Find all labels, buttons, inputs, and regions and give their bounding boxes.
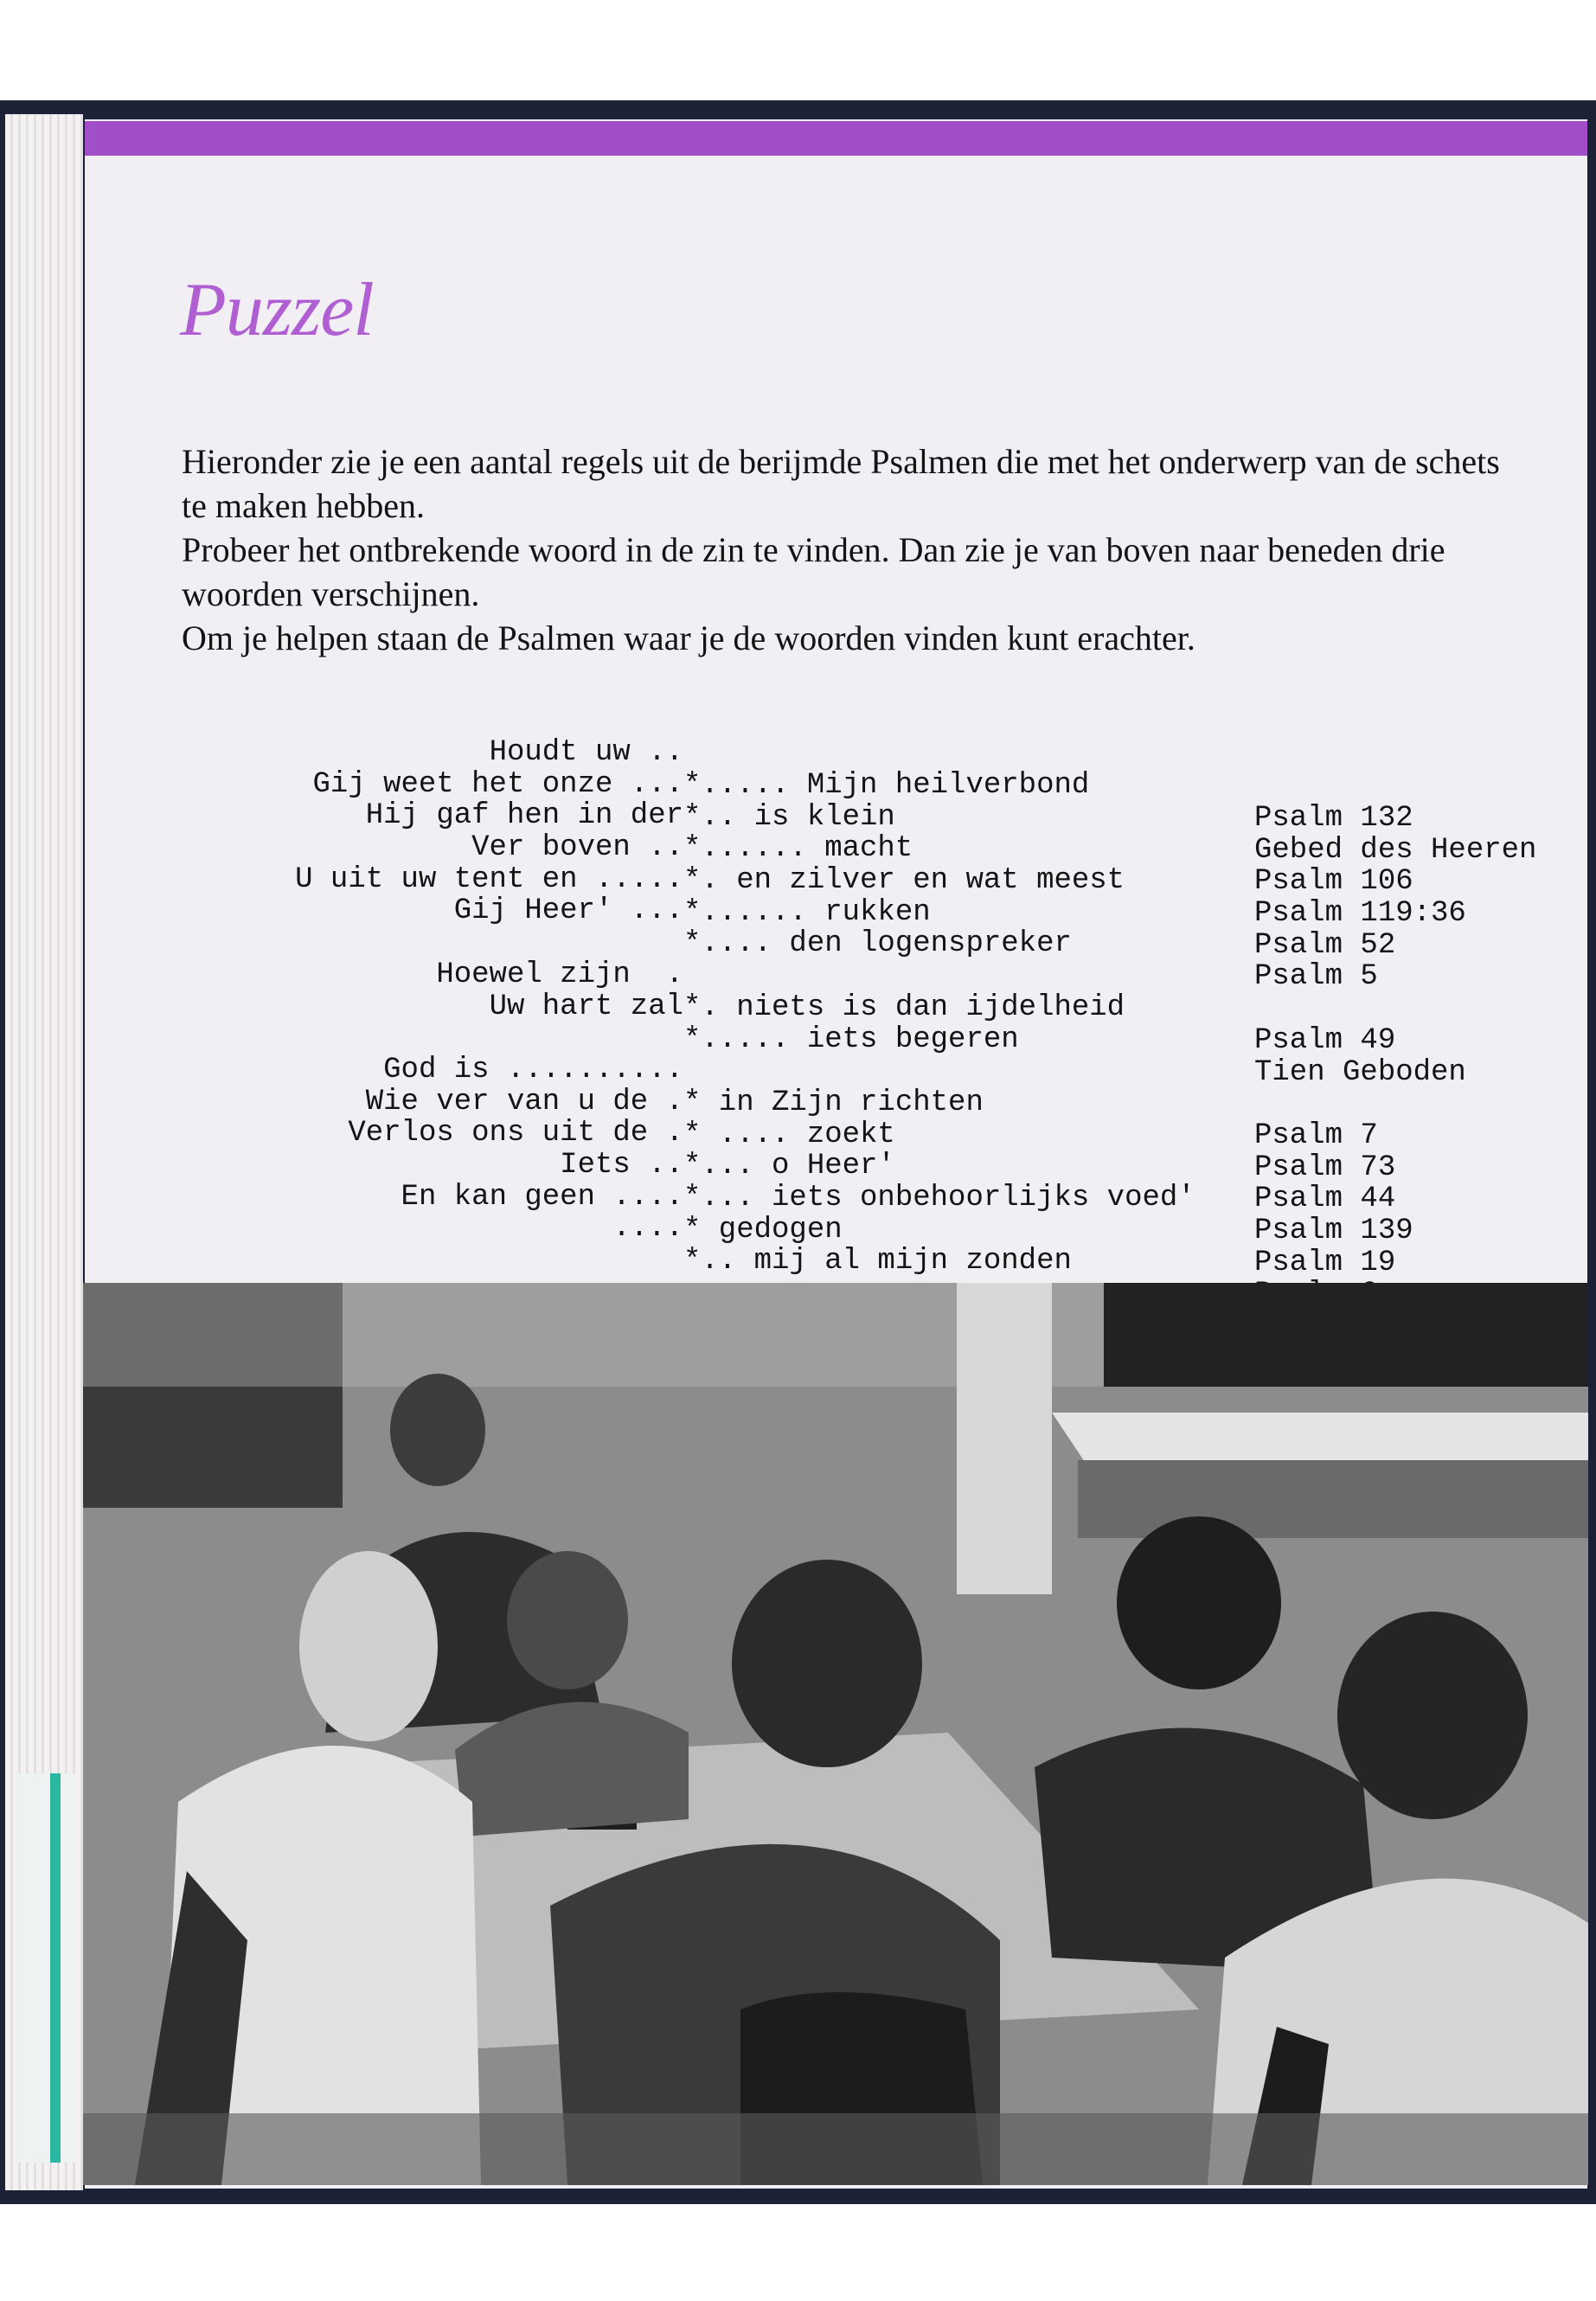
verse-missing: *...... rukken [683,895,931,929]
verse-missing: *... iets onbehoorlijks voed' [683,1181,1195,1215]
psalm-reference: Psalm 7 [1254,1118,1378,1152]
verse-missing: *... o Heer' [683,1150,895,1183]
verse-start: God is .......... [383,1053,683,1086]
verse-missing: *.. mij al mijn zonden [683,1245,1072,1279]
verse-missing: *..... iets begeren [683,1022,1019,1056]
psalm-reference: Psalm 44 [1254,1183,1396,1216]
psalm-reference: Psalm 49 [1254,1023,1396,1057]
verse-missing: *...... macht [683,832,913,866]
psalm-reference: Psalm 19 [1254,1246,1396,1279]
puzzle-grid [182,703,1583,1279]
psalm-reference: Psalm 119:36 [1254,897,1466,931]
verse-missing: *.... den logenspreker [683,927,1072,961]
verse-start: Houdt uw .. [489,736,683,769]
verse-start: Hoewel zijn . [436,958,683,991]
intro-paragraph: Hieronder zie je een aantal regels uit de berijmde Psalmen die met het onderwerp van de schets te maken hebben. [182,442,1500,525]
psalm-reference: Psalm 139 [1254,1214,1413,1247]
intro-paragraph: Probeer het ontbrekende woord in de zin te vinden. Dan zie je van boven naar beneden drie woorden verschijnen. [182,530,1445,613]
verse-missing: * .... zoekt [683,1118,895,1151]
verse-start: Uw hart zal [489,990,683,1023]
intro-text [182,439,1531,660]
verse-missing: *.. is klein [683,800,895,834]
verse-start: .... [612,1212,683,1246]
verse-missing: *. en zilver en wat meest [683,864,1125,898]
photo-illustration [83,1283,1588,2185]
page-edge-marker [16,1773,76,2163]
verse-start: Hij gaf hen in der [365,799,683,833]
psalm-reference: Gebed des Heeren [1254,833,1537,867]
psalm-reference: Psalm 52 [1254,928,1396,962]
verse-missing: * gedogen [683,1213,843,1247]
psalm-reference: Psalm 73 [1254,1150,1396,1184]
verse-start: Gij Heer' ... [453,894,683,928]
puzzle-spacer [182,989,1583,1021]
verse-start: Verlos ons uit de . [348,1117,683,1150]
accent-bar [85,121,1587,156]
verse-missing: *..... Mijn heilverbond [683,769,1090,802]
verse-start: Gij weet het onze ... [312,767,683,801]
verse-start: En kan geen .... [401,1180,683,1214]
intro-paragraph: Om je helpen staan de Psalmen waar je de woorden vinden kunt erachter. [182,619,1195,657]
verse-start: Wie ver van u de . [365,1085,683,1118]
page-title: Puzzel [180,268,374,352]
psalm-reference: Psalm 132 [1254,802,1413,835]
psalm-reference: Tien Geboden [1254,1055,1466,1089]
psalm-reference: Psalm 106 [1254,865,1413,899]
verse-start: Ver boven .. [471,831,683,865]
psalm-reference: Psalm 5 [1254,960,1378,994]
group-photo [83,1283,1588,2185]
verse-start: Iets .. [560,1148,683,1182]
verse-start: U uit uw tent en ..... [295,862,683,896]
verse-missing: * in Zijn richten [683,1086,984,1119]
verse-missing: *. niets is dan ijdelheid [683,990,1125,1024]
puzzle-spacer [182,894,1583,926]
